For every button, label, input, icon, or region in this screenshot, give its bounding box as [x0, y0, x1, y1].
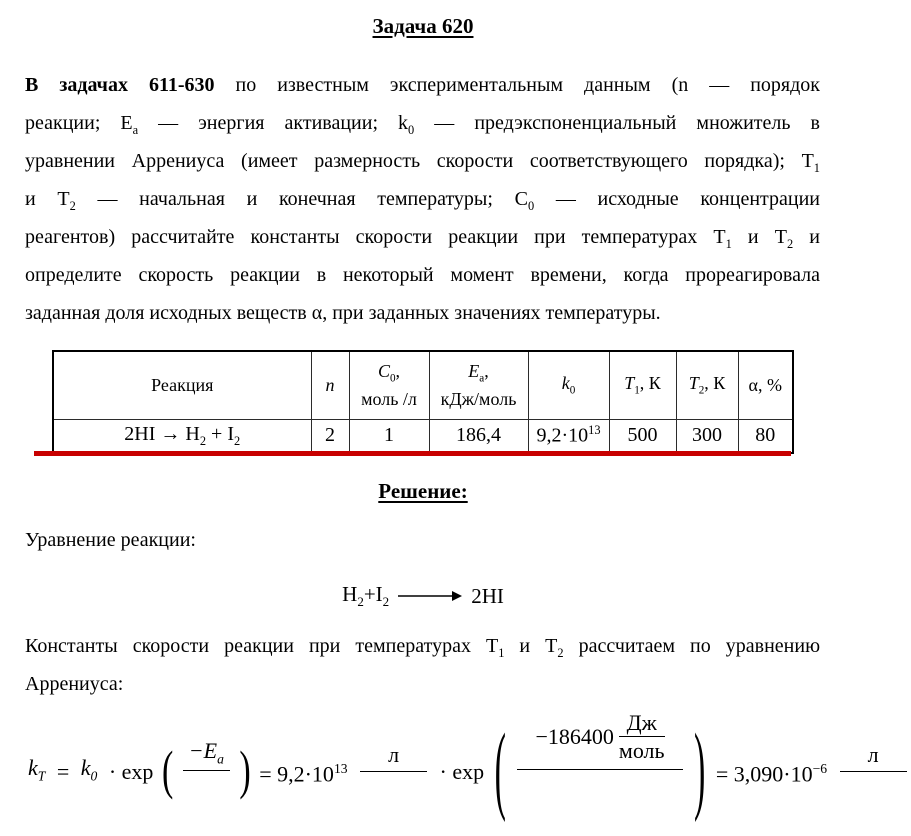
- exp-operator: · exp: [439, 758, 485, 784]
- k1-value: = $9,2\cdot 10^{13}$: [259, 761, 348, 787]
- cell-ea: 186,4: [429, 419, 528, 453]
- mole-label: моль: [618, 737, 665, 763]
- formula-k0: $k_0$: [80, 754, 98, 784]
- col-header-n: n: [311, 351, 349, 419]
- col-header-t2: $T_2$, К: [676, 351, 738, 419]
- exp-argument-denominator-cropped: [517, 770, 682, 834]
- unit-fraction-2: [840, 742, 907, 802]
- equation-left: $H_2+I_2$: [342, 582, 390, 610]
- arrhenius-formula: [25, 704, 911, 836]
- formula-kt: $k_T$: [28, 754, 46, 784]
- cell-k0: $9,2\cdot 10^{13}$: [528, 419, 609, 453]
- unit-fraction-1: [360, 742, 427, 802]
- col-header-k0: $k_0$: [528, 351, 609, 419]
- reaction-data-table: [52, 350, 794, 454]
- intro-line: В задачах 611-630 по известным экспериментальным данным (n — порядок: [25, 74, 820, 96]
- intro-line: реакции; $E_a$ — энергия активации; $k_0$ — предэкспоненциальный множитель в: [25, 112, 820, 137]
- intro-paragraph: [25, 66, 820, 332]
- cell-reaction: $2HI \to H_2 + I_2$: [53, 419, 311, 453]
- energy-value: −186400: [535, 723, 614, 749]
- equals-sign: =: [56, 758, 70, 784]
- equation-label: Уравнение реакции:: [25, 529, 196, 551]
- col-header-ea: $E_a$, кДж/моль: [429, 351, 528, 419]
- col-header-c0: $C_0$, моль /л: [349, 351, 429, 419]
- col-header-t1: $T_1$, К: [609, 351, 676, 419]
- cell-alpha: 80: [738, 419, 793, 453]
- solution-heading: Решение:: [378, 479, 468, 503]
- cell-c0: 1: [349, 419, 429, 453]
- red-underline: [34, 451, 791, 456]
- intro-line: уравнении Аррениуса (имеет размерность скорости соответствующего порядка); $T_1$: [25, 150, 820, 175]
- close-paren: ): [694, 716, 706, 825]
- exp-operator: · exp: [108, 758, 154, 784]
- open-paren: (: [494, 716, 506, 825]
- col-header-alpha: α, %: [738, 351, 793, 419]
- cell-n: 2: [311, 419, 349, 453]
- exp-argument-fraction: [517, 710, 682, 835]
- intro-line: определите скорость реакции в некоторый момент времени, когда прореагировала: [25, 264, 820, 286]
- arrhenius-paragraph: [25, 627, 820, 703]
- ea-fraction: [183, 738, 230, 805]
- close-paren: ): [239, 741, 251, 801]
- table-data-row: [53, 419, 793, 453]
- intro-line: и $T_2$ — начальная и конечная температуры; $C_0$ — исходные концентрации: [25, 188, 820, 213]
- col-header-reaction: Реакция: [53, 351, 311, 419]
- reaction-equation: [0, 582, 846, 610]
- arrhenius-line: Константы скорости реакции при температурах $T_1$ и $T_2$ рассчитаем по уравнению: [25, 635, 821, 660]
- joule-label: Дж: [619, 710, 665, 737]
- reaction-arrow-icon: [397, 589, 463, 603]
- cell-t2: 300: [676, 419, 738, 453]
- page-title: Задача 620: [372, 14, 474, 38]
- unit-denominator-cropped: [840, 772, 907, 802]
- table-header-row: [53, 351, 793, 419]
- ea-denominator-cropped: [183, 771, 230, 805]
- open-paren: (: [161, 741, 174, 801]
- cell-t1: 500: [609, 419, 676, 453]
- equation-right: 2HI: [471, 583, 504, 608]
- ea-numerator: $-E_a$: [183, 738, 230, 771]
- exp-argument-numerator: [517, 710, 682, 771]
- result-value: = $3,090\cdot 10^{-6}$: [715, 761, 828, 787]
- intro-line: заданная доля исходных веществ α, при заданных значениях температуры.: [25, 302, 661, 324]
- joule-per-mole-fraction: [619, 710, 665, 764]
- unit-numerator: л: [360, 742, 427, 772]
- intro-line: реагентов) рассчитайте константы скорости реакции при температурах $T_1$ и $T_2$ и: [25, 226, 820, 251]
- unit-numerator: л: [840, 742, 907, 772]
- arrhenius-line: Аррениуса:: [25, 673, 124, 695]
- unit-denominator-cropped: [360, 772, 427, 802]
